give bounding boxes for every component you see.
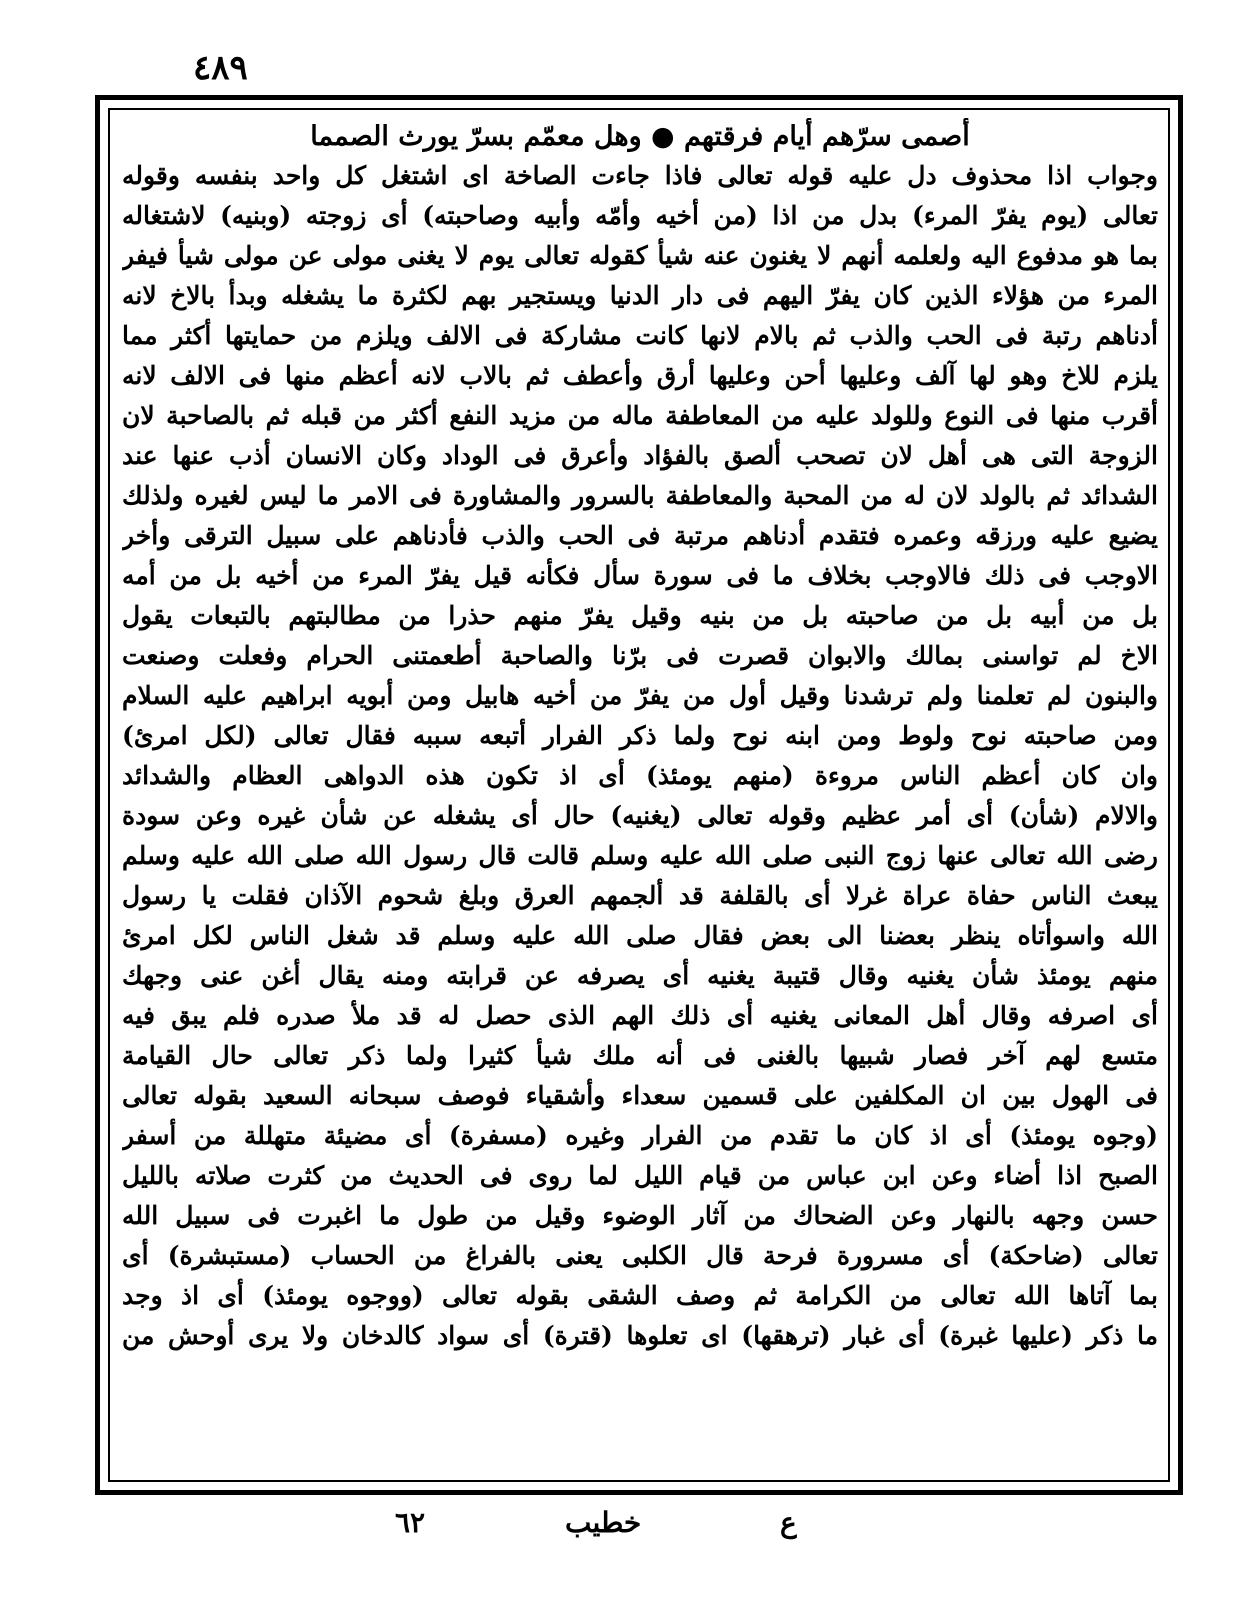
text-line: وجواب اذا محذوف دل عليه قوله تعالى فاذا جاءت الصاخة اى اشتغل كل واحد بنفسه وقوله <box>122 161 1158 190</box>
text-block <box>122 118 1158 1478</box>
header-verse: أصمى سرّهم أيام فرقتهم ● وهل معمّم بسرّ يورث الصمما <box>310 121 970 152</box>
text-line: ومن صاحبته نوح ولوط ومن ابنه نوح ولما ذكر الفرار أتبعه سببه فقال تعالى (لكل امرئ) <box>122 721 1158 750</box>
text-line: المرء من هؤلاء الذين كان يفرّ اليهم فى دار الدنيا ويستجير بهم لكثرة ما يشغله وبدأ بالاخ لانه <box>122 281 1158 310</box>
text-line: رضى الله تعالى عنها زوج النبى صلى الله عليه وسلم قالت قال رسول الله صلى الله عليه وسلم <box>122 841 1158 870</box>
footer-signature-letter: ع <box>780 1506 797 1539</box>
footer-sequence-number: ٦٢ <box>395 1506 426 1539</box>
text-line: الشدائد ثم بالولد لان له من المحبة والمعاطفة بالسرور والمشاورة فى الامر ما ليس لغيره ولذلك <box>122 481 1158 510</box>
text-line: حسن وجهه بالنهار وعن الضحاك من آثار الوضوء وقيل من طول ما اغبرت فى سبيل الله <box>122 1201 1158 1230</box>
text-line: ما ذكر (عليها غبرة) أى غبار (ترهقها) اى تعلوها (قترة) أى سواد كالدخان ولا يرى أوحش من <box>122 1321 1158 1350</box>
text-line: والبنون لم تعلمنا ولم ترشدنا وقيل أول من يفرّ من أخيه هابيل ومن أبويه ابراهيم عليه السلام <box>122 681 1158 710</box>
text-line: متسع لهم آخر فصار شبيها بالغنى فى أنه ملك شيأ كثيرا ولما ذكر تعالى حال القيامة <box>122 1041 1158 1070</box>
text-line: الصبح اذا أضاء وعن ابن عباس من قيام الليل لما روى فى الحديث من كثرت صلاته بالليل <box>122 1161 1158 1190</box>
text-line: منهم يومئذ شأن يغنيه وقال قتيبة يغنيه أى يصرفه عن قرابته ومنه يقال أغن عنى وجهك <box>122 961 1158 990</box>
text-line: أى اصرفه وقال أهل المعانى يغنيه أى ذلك الهم الذى حصل له قد ملأ صدره فلم يبق فيه <box>122 1001 1158 1030</box>
text-line: بما آتاها الله تعالى من الكرامة ثم وصف الشقى بقوله تعالى (ووجوه يومئذ) أى اذ وجد <box>122 1281 1158 1310</box>
text-line: الاخ لم تواسنى بمالك والابوان قصرت فى برّنا والصاحبة أطعمتنى الحرام وفعلت وصنعت <box>122 641 1158 670</box>
text-line: يبعث الناس حفاة عراة غرلا أى بالقلفة قد ألجمهم العرق وبلغ شحوم الآذان فقلت يا رسول <box>122 881 1158 910</box>
text-line: يضيع عليه ورزقه وعمره فتقدم أدناهم مرتبة فى الحب والذب فأدناهم على سبيل الترقى وأخر <box>122 521 1158 550</box>
text-line: فى الهول بين ان المكلفين على قسمين سعداء وأشقياء فوصف سبحانه السعيد بقوله تعالى <box>122 1081 1158 1110</box>
footer-author-name: خطيب <box>565 1506 642 1539</box>
text-line: وان كان أعظم الناس مروءة (منهم يومئذ) أى اذ تكون هذه الدواهى العظام والشدائد <box>122 761 1158 790</box>
text-line: الله واسوأتاه ينظر بعضنا الى بعض فقال صلى الله عليه وسلم قد شغل الناس لكل امرئ <box>122 921 1158 950</box>
text-line: بل من أبيه بل من صاحبته بل من بنيه وقيل يفرّ منهم حذرا من مطالبتهم بالتبعات يقول <box>122 601 1158 630</box>
text-line: (وجوه يومئذ) أى اذ كان ما تقدم من الفرار وغيره (مسفرة) أى مضيئة متهللة من أسفر <box>122 1121 1158 1150</box>
text-line: الزوجة التى هى أهل لان تصحب ألصق بالفؤاد وأعرق فى الوداد وكان الانسان أذب عنها عند <box>122 441 1158 470</box>
text-line: تعالى (ضاحكة) أى مسرورة فرحة قال الكلبى يعنى بالفراغ من الحساب (مستبشرة) أى <box>122 1241 1158 1270</box>
text-line: أقرب منها فى النوع وللولد عليه من المعاطفة ماله من مزيد النفع أكثر من قبله ثم بالصاحبة لان <box>122 401 1158 430</box>
text-line: الاوجب فى ذلك فالاوجب بخلاف ما فى سورة سأل فكأنه قيل يفرّ المرء من أخيه بل من أمه <box>122 561 1158 590</box>
text-line: يلزم للاخ وهو لها آلف وعليها أحن وعليها أرق وأعطف ثم بالاب لانه أعظم منها فى الالف لانه <box>122 361 1158 390</box>
text-line: تعالى (يوم يفرّ المرء) بدل من اذا (من أخيه وأمّه وأبيه وصاحبته) أى زوجته (وبنيه) لاشتغاله <box>122 201 1158 230</box>
page-number: ٤٨٩ <box>193 48 248 88</box>
text-line: أدناهم رتبة فى الحب والذب ثم بالام لانها كانت مشاركة فى الالف ويلزم من حمايتها أكثر مما <box>122 321 1158 350</box>
text-line: والالام (شأن) أى أمر عظيم وقوله تعالى (يغنيه) حال أى يشغله عن شأن غيره وعن سودة <box>122 801 1158 830</box>
text-line: بما هو مدفوع اليه ولعلمه أنهم لا يغنون عنه شيأ كقوله تعالى يوم لا يغنى مولى عن مولى شيأ فيفر <box>122 241 1158 270</box>
